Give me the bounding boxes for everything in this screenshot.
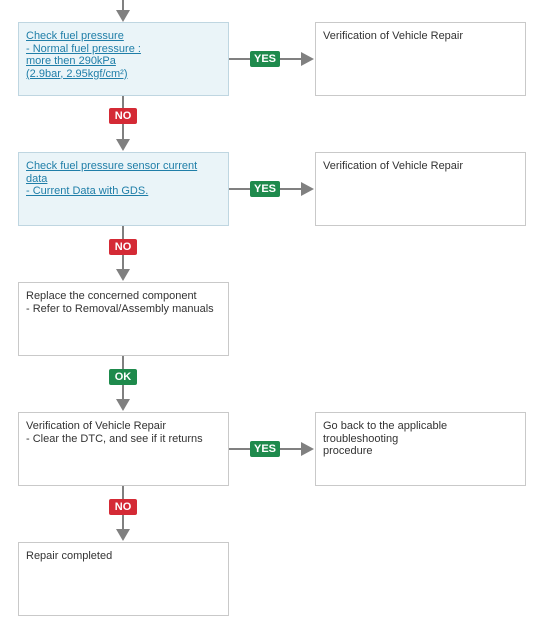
arrow-right-icon bbox=[301, 52, 314, 66]
no-badge: NO bbox=[109, 239, 137, 255]
arrow-down-icon bbox=[116, 269, 130, 281]
no-badge: NO bbox=[109, 108, 137, 124]
box-line: Verification of Vehicle Repair bbox=[323, 30, 464, 42]
box-line: procedure bbox=[323, 445, 373, 457]
yes-badge: YES bbox=[250, 51, 280, 67]
box-line: more then 290kPa bbox=[26, 55, 116, 67]
arrow-down-icon bbox=[116, 399, 130, 411]
box-line: Check fuel pressure sensor current data bbox=[26, 160, 198, 185]
step-verification-vehicle-repair-3 bbox=[18, 412, 229, 486]
box-line: - Normal fuel pressure : bbox=[26, 42, 141, 55]
box-line: (2.9bar, 2.95kgf/cm²) bbox=[26, 67, 128, 80]
box-line: Repair completed bbox=[26, 550, 113, 562]
check-fuel-pressure-link[interactable] bbox=[26, 30, 221, 80]
box-line: Replace the concerned component bbox=[26, 290, 197, 302]
arrow-right-icon bbox=[301, 182, 314, 196]
arrow-down-icon bbox=[116, 529, 130, 541]
step-check-fuel-pressure-sensor[interactable] bbox=[18, 152, 229, 226]
step-go-back-troubleshooting bbox=[315, 412, 526, 486]
arrow-down-icon bbox=[116, 10, 130, 22]
yes-badge: YES bbox=[250, 441, 280, 457]
box-line: Go back to the applicable troubleshooting bbox=[323, 420, 448, 445]
step-verification-vehicle-repair-1 bbox=[315, 22, 526, 96]
no-badge: NO bbox=[109, 499, 137, 515]
box-line: Check fuel pressure bbox=[26, 30, 124, 42]
box-line: Verification of Vehicle Repair bbox=[323, 160, 464, 172]
ok-badge: OK bbox=[109, 369, 137, 385]
step-repair-completed bbox=[18, 542, 229, 616]
check-fuel-pressure-sensor-link[interactable] bbox=[26, 160, 221, 198]
step-verification-vehicle-repair-2 bbox=[315, 152, 526, 226]
box-line: - Current Data with GDS. bbox=[26, 185, 149, 197]
box-line: - Clear the DTC, and see if it returns bbox=[26, 432, 203, 445]
arrow-right-icon bbox=[301, 442, 314, 456]
arrow-down-icon bbox=[116, 139, 130, 151]
yes-badge: YES bbox=[250, 181, 280, 197]
box-line: - Refer to Removal/Assembly manuals bbox=[26, 302, 214, 315]
box-line: Verification of Vehicle Repair bbox=[26, 420, 167, 432]
step-check-fuel-pressure[interactable] bbox=[18, 22, 229, 96]
step-replace-component bbox=[18, 282, 229, 356]
